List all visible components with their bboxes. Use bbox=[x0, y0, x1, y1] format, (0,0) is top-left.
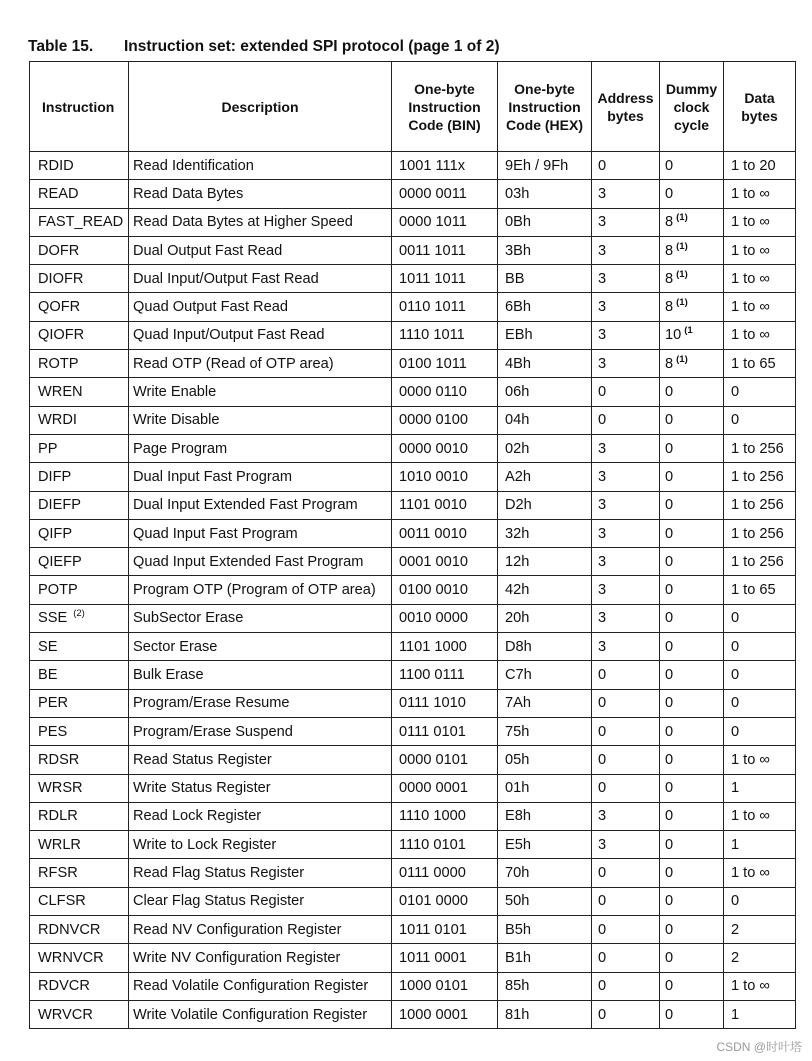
address-bytes-cell: 0 bbox=[592, 859, 660, 887]
address-bytes-cell: 3 bbox=[592, 633, 660, 661]
hex-code-cell: 4Bh bbox=[498, 350, 592, 378]
data-bytes-cell: 2 bbox=[724, 916, 796, 944]
hex-code-cell: 20h bbox=[498, 604, 592, 632]
description-cell: Read Identification bbox=[129, 152, 392, 180]
table-row bbox=[30, 661, 796, 689]
dummy-cycle-cell: 0 bbox=[660, 746, 724, 774]
bin-code-cell: 0111 0000 bbox=[392, 859, 498, 887]
bin-code-cell: 0000 0010 bbox=[392, 434, 498, 462]
instruction-cell: DIOFR bbox=[30, 265, 129, 293]
address-bytes-cell: 0 bbox=[592, 972, 660, 1000]
data-bytes-cell: 0 bbox=[724, 887, 796, 915]
dummy-cycle-cell: 8 $^{(1)}$ bbox=[660, 293, 724, 321]
address-bytes-cell: 3 bbox=[592, 831, 660, 859]
hex-code-cell: 0Bh bbox=[498, 208, 592, 236]
hex-code-cell: 3Bh bbox=[498, 236, 592, 264]
instruction-cell: RDVCR bbox=[30, 972, 129, 1000]
instruction-cell: RDLR bbox=[30, 802, 129, 830]
dummy-cycle-cell: 0 bbox=[660, 887, 724, 915]
data-bytes-cell: 2 bbox=[724, 944, 796, 972]
description-cell: Dual Input Extended Fast Program bbox=[129, 491, 392, 519]
header-hex: One-byte Instruction Code (HEX) bbox=[498, 62, 592, 152]
instruction-cell: QIOFR bbox=[30, 321, 129, 349]
table-row bbox=[30, 887, 796, 915]
address-bytes-cell: 3 bbox=[592, 434, 660, 462]
watermark: CSDN @时叶塔 bbox=[716, 1040, 802, 1054]
instruction-cell: PER bbox=[30, 689, 129, 717]
hex-code-cell: EBh bbox=[498, 321, 592, 349]
data-bytes-cell: 1 bbox=[724, 831, 796, 859]
address-bytes-cell: 3 bbox=[592, 463, 660, 491]
table-row bbox=[30, 265, 796, 293]
instruction-cell: DIFP bbox=[30, 463, 129, 491]
hex-code-cell: 7Ah bbox=[498, 689, 592, 717]
data-bytes-cell: 1 to ∞ bbox=[724, 972, 796, 1000]
bin-code-cell: 1110 0101 bbox=[392, 831, 498, 859]
dummy-cycle-cell: 0 bbox=[660, 633, 724, 661]
dummy-cycle-cell: 0 bbox=[660, 152, 724, 180]
table-row bbox=[30, 689, 796, 717]
hex-code-cell: C7h bbox=[498, 661, 592, 689]
table-row bbox=[30, 633, 796, 661]
dummy-cycle-cell: 0 bbox=[660, 972, 724, 1000]
bin-code-cell: 0111 0101 bbox=[392, 717, 498, 745]
header-address: Address bytes bbox=[592, 62, 660, 152]
description-cell: Program/Erase Suspend bbox=[129, 717, 392, 745]
data-bytes-cell: 0 bbox=[724, 661, 796, 689]
bin-code-cell: 1110 1011 bbox=[392, 321, 498, 349]
bin-code-cell: 1011 0101 bbox=[392, 916, 498, 944]
description-cell: Write NV Configuration Register bbox=[129, 944, 392, 972]
header-description: Description bbox=[129, 62, 392, 152]
instruction-cell: FAST_READ bbox=[30, 208, 129, 236]
table-header-row bbox=[30, 62, 796, 152]
address-bytes-cell: 0 bbox=[592, 689, 660, 717]
description-cell: Dual Input Fast Program bbox=[129, 463, 392, 491]
hex-code-cell: B1h bbox=[498, 944, 592, 972]
data-bytes-cell: 0 bbox=[724, 604, 796, 632]
dummy-cycle-cell: 0 bbox=[660, 180, 724, 208]
bin-code-cell: 0000 0011 bbox=[392, 180, 498, 208]
instruction-cell: BE bbox=[30, 661, 129, 689]
dummy-cycle-cell: 8 $^{(1)}$ bbox=[660, 265, 724, 293]
bin-code-cell: 1011 1011 bbox=[392, 265, 498, 293]
hex-code-cell: D2h bbox=[498, 491, 592, 519]
bin-code-cell: 0011 1011 bbox=[392, 236, 498, 264]
description-cell: Write Status Register bbox=[129, 774, 392, 802]
description-cell: Read Data Bytes bbox=[129, 180, 392, 208]
table-row bbox=[30, 519, 796, 547]
data-bytes-cell: 1 to 256 bbox=[724, 463, 796, 491]
data-bytes-cell: 1 bbox=[724, 774, 796, 802]
hex-code-cell: 70h bbox=[498, 859, 592, 887]
data-bytes-cell: 0 bbox=[724, 378, 796, 406]
header-data: Data bytes bbox=[724, 62, 796, 152]
data-bytes-cell: 1 to 256 bbox=[724, 491, 796, 519]
description-cell: Read NV Configuration Register bbox=[129, 916, 392, 944]
instruction-cell: WRVCR bbox=[30, 1000, 129, 1028]
description-cell: Program OTP (Program of OTP area) bbox=[129, 576, 392, 604]
hex-code-cell: 05h bbox=[498, 746, 592, 774]
address-bytes-cell: 0 bbox=[592, 1000, 660, 1028]
table-row bbox=[30, 293, 796, 321]
data-bytes-cell: 1 to 20 bbox=[724, 152, 796, 180]
table-row bbox=[30, 180, 796, 208]
table-row bbox=[30, 548, 796, 576]
table-row bbox=[30, 491, 796, 519]
description-cell: Page Program bbox=[129, 434, 392, 462]
data-bytes-cell: 0 bbox=[724, 717, 796, 745]
instruction-cell: RDNVCR bbox=[30, 916, 129, 944]
description-cell: Read OTP (Read of OTP area) bbox=[129, 350, 392, 378]
bin-code-cell: 0101 0000 bbox=[392, 887, 498, 915]
table-row bbox=[30, 208, 796, 236]
data-bytes-cell: 0 bbox=[724, 633, 796, 661]
bin-code-cell: 1110 1000 bbox=[392, 802, 498, 830]
address-bytes-cell: 3 bbox=[592, 491, 660, 519]
table-caption bbox=[28, 38, 500, 56]
dummy-cycle-cell: 0 bbox=[660, 661, 724, 689]
address-bytes-cell: 3 bbox=[592, 293, 660, 321]
table-row bbox=[30, 321, 796, 349]
dummy-cycle-cell: 0 bbox=[660, 604, 724, 632]
header-dummy: Dummy clock cycle bbox=[660, 62, 724, 152]
table-title: Instruction set: extended SPI protocol (page 1 of 2) bbox=[124, 38, 500, 55]
description-cell: Write to Lock Register bbox=[129, 831, 392, 859]
description-cell: Quad Input Extended Fast Program bbox=[129, 548, 392, 576]
table-row bbox=[30, 746, 796, 774]
instruction-cell: WREN bbox=[30, 378, 129, 406]
bin-code-cell: 0000 0001 bbox=[392, 774, 498, 802]
instruction-cell: DOFR bbox=[30, 236, 129, 264]
table-row bbox=[30, 831, 796, 859]
description-cell: Write Enable bbox=[129, 378, 392, 406]
table-row bbox=[30, 774, 796, 802]
description-cell: Dual Output Fast Read bbox=[129, 236, 392, 264]
address-bytes-cell: 0 bbox=[592, 406, 660, 434]
data-bytes-cell: 1 bbox=[724, 1000, 796, 1028]
dummy-cycle-cell: 0 bbox=[660, 802, 724, 830]
dummy-cycle-cell: 0 bbox=[660, 774, 724, 802]
address-bytes-cell: 3 bbox=[592, 576, 660, 604]
description-cell: Write Volatile Configuration Register bbox=[129, 1000, 392, 1028]
footnote-ref: (1 bbox=[684, 325, 693, 337]
bin-code-cell: 1101 0010 bbox=[392, 491, 498, 519]
bin-code-cell: 0010 0000 bbox=[392, 604, 498, 632]
bin-code-cell: 1000 0001 bbox=[392, 1000, 498, 1028]
dummy-cycle-cell: 0 bbox=[660, 463, 724, 491]
table-row bbox=[30, 434, 796, 462]
table-row bbox=[30, 604, 796, 632]
instruction-cell: RDID bbox=[30, 152, 129, 180]
instruction-cell: QIFP bbox=[30, 519, 129, 547]
dummy-cycle-cell: 0 bbox=[660, 491, 724, 519]
address-bytes-cell: 3 bbox=[592, 208, 660, 236]
data-bytes-cell: 1 to 256 bbox=[724, 548, 796, 576]
hex-code-cell: 81h bbox=[498, 1000, 592, 1028]
instruction-set-table bbox=[29, 61, 796, 1029]
table-row bbox=[30, 859, 796, 887]
dummy-cycle-cell: 0 bbox=[660, 717, 724, 745]
address-bytes-cell: 3 bbox=[592, 180, 660, 208]
address-bytes-cell: 0 bbox=[592, 152, 660, 180]
description-cell: Read Lock Register bbox=[129, 802, 392, 830]
dummy-cycle-cell: 0 bbox=[660, 859, 724, 887]
footnote-ref: (1) bbox=[676, 212, 688, 224]
instruction-cell: RDSR bbox=[30, 746, 129, 774]
hex-code-cell: B5h bbox=[498, 916, 592, 944]
address-bytes-cell: 3 bbox=[592, 604, 660, 632]
description-cell: Dual Input/Output Fast Read bbox=[129, 265, 392, 293]
instruction-cell: ROTP bbox=[30, 350, 129, 378]
instruction-cell: SE bbox=[30, 633, 129, 661]
description-cell: Quad Output Fast Read bbox=[129, 293, 392, 321]
dummy-cycle-cell: 0 bbox=[660, 519, 724, 547]
dummy-cycle-cell: 0 bbox=[660, 1000, 724, 1028]
description-cell: Program/Erase Resume bbox=[129, 689, 392, 717]
hex-code-cell: 9Eh / 9Fh bbox=[498, 152, 592, 180]
data-bytes-cell: 1 to ∞ bbox=[724, 746, 796, 774]
instruction-cell: RFSR bbox=[30, 859, 129, 887]
description-cell: Read Data Bytes at Higher Speed bbox=[129, 208, 392, 236]
table-row bbox=[30, 916, 796, 944]
bin-code-cell: 0000 0101 bbox=[392, 746, 498, 774]
address-bytes-cell: 0 bbox=[592, 378, 660, 406]
address-bytes-cell: 3 bbox=[592, 236, 660, 264]
description-cell: Clear Flag Status Register bbox=[129, 887, 392, 915]
description-cell: Read Volatile Configuration Register bbox=[129, 972, 392, 1000]
bin-code-cell: 1101 1000 bbox=[392, 633, 498, 661]
description-cell: Read Status Register bbox=[129, 746, 392, 774]
instruction-cell: CLFSR bbox=[30, 887, 129, 915]
bin-code-cell: 1000 0101 bbox=[392, 972, 498, 1000]
data-bytes-cell: 1 to 256 bbox=[724, 519, 796, 547]
hex-code-cell: 06h bbox=[498, 378, 592, 406]
hex-code-cell: 12h bbox=[498, 548, 592, 576]
instruction-cell: PP bbox=[30, 434, 129, 462]
instruction-cell: QOFR bbox=[30, 293, 129, 321]
instruction-cell: READ bbox=[30, 180, 129, 208]
instruction-cell: WRSR bbox=[30, 774, 129, 802]
header-bin: One-byte Instruction Code (BIN) bbox=[392, 62, 498, 152]
address-bytes-cell: 0 bbox=[592, 661, 660, 689]
description-cell: Write Disable bbox=[129, 406, 392, 434]
address-bytes-cell: 3 bbox=[592, 265, 660, 293]
hex-code-cell: 03h bbox=[498, 180, 592, 208]
dummy-cycle-cell: 8 $^{(1)}$ bbox=[660, 236, 724, 264]
table-row bbox=[30, 717, 796, 745]
dummy-cycle-cell: 0 bbox=[660, 944, 724, 972]
table-row bbox=[30, 406, 796, 434]
footnote-ref: (1) bbox=[676, 268, 688, 280]
description-cell: Read Flag Status Register bbox=[129, 859, 392, 887]
hex-code-cell: 32h bbox=[498, 519, 592, 547]
bin-code-cell: 0110 1011 bbox=[392, 293, 498, 321]
hex-code-cell: 6Bh bbox=[498, 293, 592, 321]
hex-code-cell: E8h bbox=[498, 802, 592, 830]
data-bytes-cell: 0 bbox=[724, 406, 796, 434]
instruction-cell: PES bbox=[30, 717, 129, 745]
instruction-cell: WRLR bbox=[30, 831, 129, 859]
dummy-cycle-cell: 0 bbox=[660, 576, 724, 604]
data-bytes-cell: 1 to ∞ bbox=[724, 236, 796, 264]
instruction-cell: WRNVCR bbox=[30, 944, 129, 972]
hex-code-cell: E5h bbox=[498, 831, 592, 859]
data-bytes-cell: 1 to ∞ bbox=[724, 321, 796, 349]
hex-code-cell: D8h bbox=[498, 633, 592, 661]
address-bytes-cell: 3 bbox=[592, 519, 660, 547]
bin-code-cell: 1010 0010 bbox=[392, 463, 498, 491]
table-number: Table 15. bbox=[28, 38, 94, 55]
data-bytes-cell: 1 to 256 bbox=[724, 434, 796, 462]
table-row bbox=[30, 944, 796, 972]
table-row bbox=[30, 463, 796, 491]
data-bytes-cell: 1 to ∞ bbox=[724, 265, 796, 293]
footnote-ref: (2) bbox=[73, 608, 85, 620]
address-bytes-cell: 3 bbox=[592, 350, 660, 378]
hex-code-cell: 85h bbox=[498, 972, 592, 1000]
dummy-cycle-cell: 8 $^{(1)}$ bbox=[660, 208, 724, 236]
address-bytes-cell: 3 bbox=[592, 802, 660, 830]
table-row bbox=[30, 350, 796, 378]
bin-code-cell: 1001 111x bbox=[392, 152, 498, 180]
data-bytes-cell: 0 bbox=[724, 689, 796, 717]
description-cell: Bulk Erase bbox=[129, 661, 392, 689]
address-bytes-cell: 0 bbox=[592, 717, 660, 745]
dummy-cycle-cell: 0 bbox=[660, 916, 724, 944]
table-row bbox=[30, 802, 796, 830]
dummy-cycle-cell: 8 $^{(1)}$ bbox=[660, 350, 724, 378]
header-instruction: Instruction bbox=[30, 62, 129, 152]
bin-code-cell: 1011 0001 bbox=[392, 944, 498, 972]
data-bytes-cell: 1 to ∞ bbox=[724, 802, 796, 830]
data-bytes-cell: 1 to 65 bbox=[724, 350, 796, 378]
hex-code-cell: 01h bbox=[498, 774, 592, 802]
instruction-cell: DIEFP bbox=[30, 491, 129, 519]
address-bytes-cell: 0 bbox=[592, 746, 660, 774]
hex-code-cell: 75h bbox=[498, 717, 592, 745]
bin-code-cell: 0000 0100 bbox=[392, 406, 498, 434]
address-bytes-cell: 3 bbox=[592, 321, 660, 349]
table-row bbox=[30, 236, 796, 264]
data-bytes-cell: 1 to ∞ bbox=[724, 293, 796, 321]
description-cell: Sector Erase bbox=[129, 633, 392, 661]
bin-code-cell: 0100 1011 bbox=[392, 350, 498, 378]
bin-code-cell: 0111 1010 bbox=[392, 689, 498, 717]
footnote-ref: (1) bbox=[676, 353, 688, 365]
bin-code-cell: 0000 1011 bbox=[392, 208, 498, 236]
instruction-cell: QIEFP bbox=[30, 548, 129, 576]
hex-code-cell: 50h bbox=[498, 887, 592, 915]
data-bytes-cell: 1 to ∞ bbox=[724, 208, 796, 236]
hex-code-cell: 02h bbox=[498, 434, 592, 462]
bin-code-cell: 0000 0110 bbox=[392, 378, 498, 406]
dummy-cycle-cell: 0 bbox=[660, 689, 724, 717]
dummy-cycle-cell: 10 $^{(1}$ bbox=[660, 321, 724, 349]
data-bytes-cell: 1 to ∞ bbox=[724, 180, 796, 208]
address-bytes-cell: 3 bbox=[592, 548, 660, 576]
table-row bbox=[30, 378, 796, 406]
address-bytes-cell: 0 bbox=[592, 774, 660, 802]
instruction-cell: WRDI bbox=[30, 406, 129, 434]
instruction-cell: POTP bbox=[30, 576, 129, 604]
table-row bbox=[30, 576, 796, 604]
dummy-cycle-cell: 0 bbox=[660, 831, 724, 859]
description-cell: SubSector Erase bbox=[129, 604, 392, 632]
address-bytes-cell: 0 bbox=[592, 887, 660, 915]
description-cell: Quad Input/Output Fast Read bbox=[129, 321, 392, 349]
bin-code-cell: 1100 0111 bbox=[392, 661, 498, 689]
data-bytes-cell: 1 to 65 bbox=[724, 576, 796, 604]
description-cell: Quad Input Fast Program bbox=[129, 519, 392, 547]
table-row bbox=[30, 972, 796, 1000]
dummy-cycle-cell: 0 bbox=[660, 548, 724, 576]
hex-code-cell: 42h bbox=[498, 576, 592, 604]
instruction-cell: SSE $^{(2)}$ bbox=[30, 604, 129, 632]
dummy-cycle-cell: 0 bbox=[660, 434, 724, 462]
address-bytes-cell: 0 bbox=[592, 944, 660, 972]
bin-code-cell: 0011 0010 bbox=[392, 519, 498, 547]
hex-code-cell: 04h bbox=[498, 406, 592, 434]
table-row bbox=[30, 152, 796, 180]
dummy-cycle-cell: 0 bbox=[660, 406, 724, 434]
bin-code-cell: 0100 0010 bbox=[392, 576, 498, 604]
hex-code-cell: A2h bbox=[498, 463, 592, 491]
data-bytes-cell: 1 to ∞ bbox=[724, 859, 796, 887]
dummy-cycle-cell: 0 bbox=[660, 378, 724, 406]
address-bytes-cell: 0 bbox=[592, 916, 660, 944]
footnote-ref: (1) bbox=[676, 297, 688, 309]
hex-code-cell: BB bbox=[498, 265, 592, 293]
bin-code-cell: 0001 0010 bbox=[392, 548, 498, 576]
footnote-ref: (1) bbox=[676, 240, 688, 252]
table-row bbox=[30, 1000, 796, 1028]
